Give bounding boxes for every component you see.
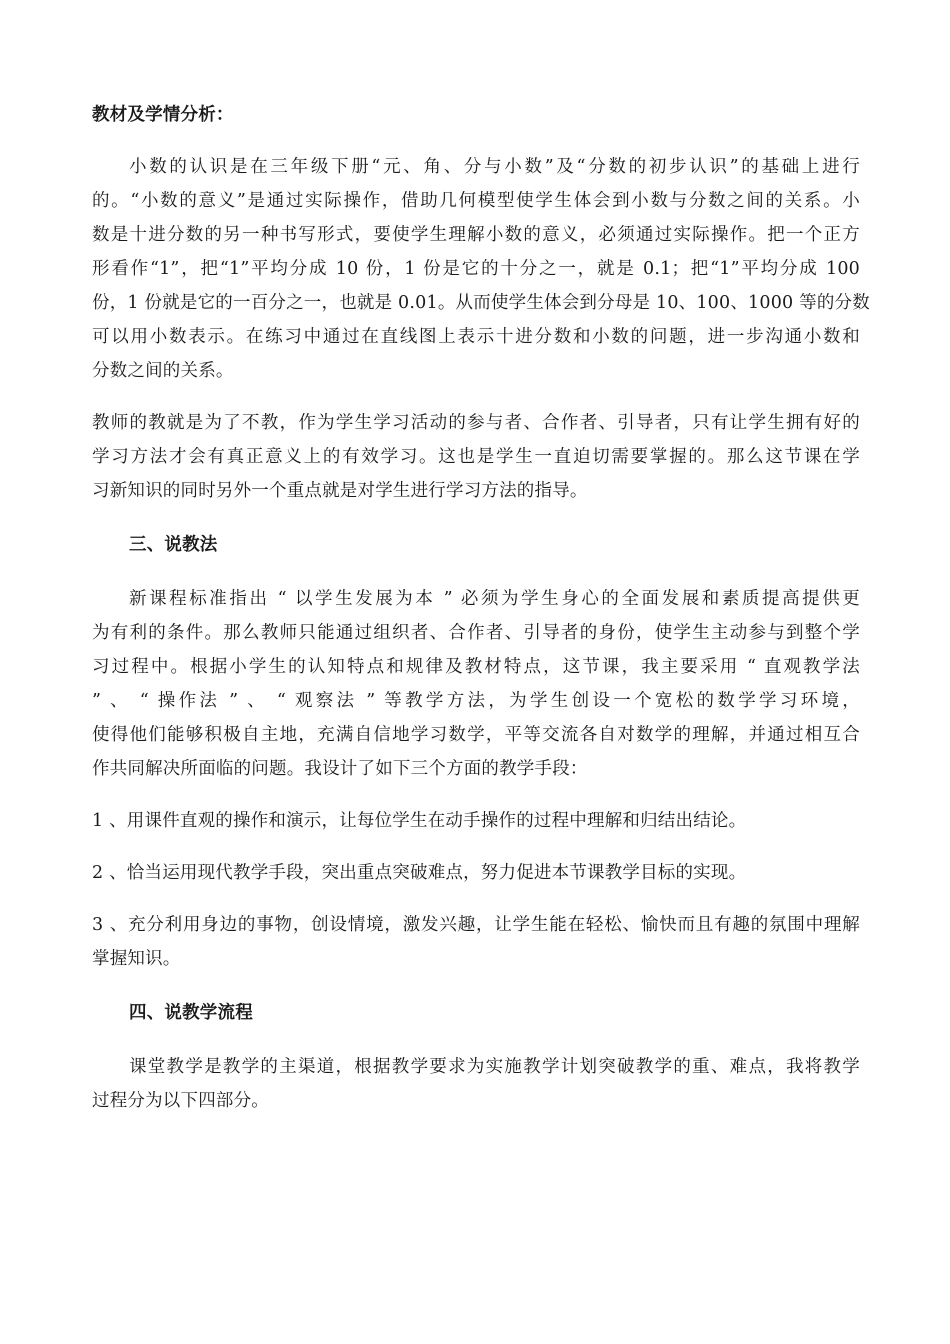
analysis-paragraph-2: [92, 406, 860, 508]
text-line: 新课程标准指出 “ 以学生发展为本 ” 必须为学生身心的全面发展和素质提高提供更: [129, 589, 860, 609]
methods-list-item-1: 1 、用课件直观的操作和演示，让每位学生在动手操作的过程中理解和归结出结论。: [92, 811, 747, 831]
text-line: 的。“小数的意义”是通过实际操作，借助几何模型使学生体会到小数与分数之间的关系。小: [92, 191, 860, 211]
document-body: [92, 98, 870, 1118]
methods-list-item-2: 2 、恰当运用现代教学手段，突出重点突破难点，努力促进本节课教学目标的实现。: [92, 863, 747, 883]
methods-paragraph: [92, 582, 860, 786]
section-heading-analysis: 教材及学情分析：: [92, 105, 234, 125]
text-line: 作共同解决所面临的问题。我设计了如下三个方面的教学手段：: [92, 759, 588, 779]
text-line: 为有利的条件。那么教师只能通过组织者、合作者、引导者的身份，使学生主动参与到整个学: [92, 623, 860, 643]
analysis-paragraph-1: [92, 150, 870, 388]
methods-list-item-3: [92, 908, 860, 976]
text-line: 使得他们能够积极自主地，充满自信地学习数学，平等交流各自对数学的理解，并通过相互合: [92, 725, 860, 745]
section-heading-methods: 三、说教法: [129, 535, 218, 555]
text-line: 分数之间的关系。: [92, 361, 234, 381]
text-line: 教师的教就是为了不教，作为学生学习活动的参与者、合作者、引导者，只有让学生拥有好的: [92, 413, 860, 433]
text-line: 小数的认识是在三年级下册“元、角、分与小数”及“分数的初步认识”的基础上进行: [129, 157, 860, 177]
text-line: ” 、 “ 操作法 ” 、 “ 观察法 ” 等教学方法，为学生创设一个宽松的数学学习环境，: [92, 691, 860, 711]
text-line: 习过程中。根据小学生的认知特点和规律及教材特点，这节课，我主要采用 “ 直观教学法: [92, 657, 860, 677]
text-line: 习新知识的同时另外一个重点就是对学生进行学习方法的指导。: [92, 481, 588, 501]
text-line: 过程分为以下四部分。: [92, 1091, 269, 1111]
text-line: 学习方法才会有真正意义上的有效学习。这也是学生一直迫切需要掌握的。那么这节课在学: [92, 447, 860, 467]
text-line: 形看作“1”，把“1”平均分成 10 份，1 份是它的十分之一，就是 0.1；把“1”平均分成 100: [92, 259, 860, 279]
text-line: 份，1 份就是它的一百分之一，也就是 0.01。从而使学生体会到分母是 10、100、1000 等的分数: [92, 293, 870, 313]
text-line: 数是十进分数的另一种书写形式，要使学生理解小数的意义，必须通过实际操作。把一个正方: [92, 225, 860, 245]
text-line: 可以用小数表示。在练习中通过在直线图上表示十进分数和小数的问题，进一步沟通小数和: [92, 327, 860, 347]
text-line: 3 、充分利用身边的事物，创设情境，激发兴趣，让学生能在轻松、愉快而且有趣的氛围中理解: [92, 915, 860, 935]
text-line: 掌握知识。: [92, 949, 181, 969]
section-heading-process: 四、说教学流程: [129, 1003, 253, 1023]
text-line: 课堂教学是教学的主渠道，根据教学要求为实施教学计划突破教学的重、难点，我将教学: [129, 1057, 860, 1077]
process-paragraph: [92, 1050, 860, 1118]
